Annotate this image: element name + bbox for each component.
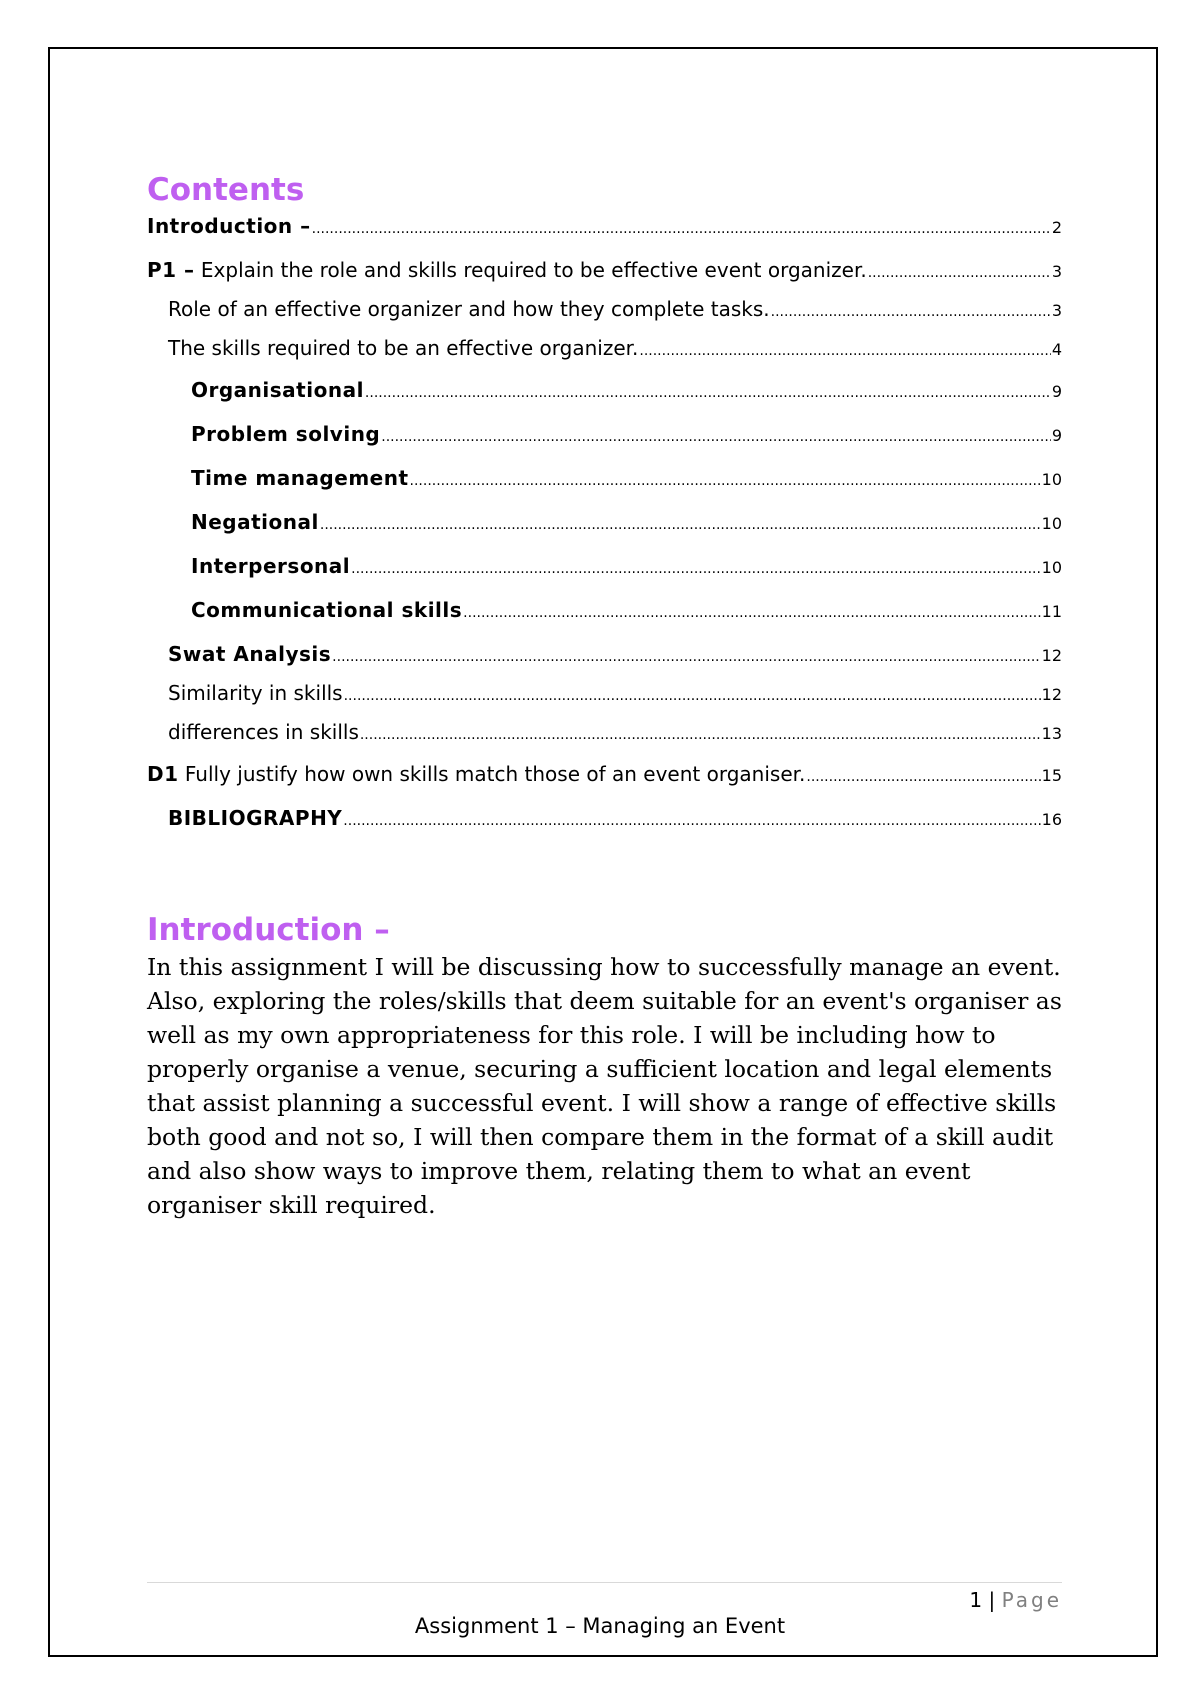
toc-page-number: 12	[1041, 685, 1062, 704]
toc-leader	[410, 473, 1041, 489]
toc-page-number: 11	[1041, 602, 1062, 621]
toc-page-number: 10	[1041, 470, 1062, 489]
toc-page-number: 13	[1041, 724, 1062, 743]
toc-entry-organisational[interactable]: Organisational ..... 9	[191, 378, 1062, 406]
toc-entry-similarity-in-skills[interactable]: Similarity in skills ..... 12	[168, 681, 1062, 709]
toc-entry-p1[interactable]: P1 – Explain the role and skills required to be effective event organizer. ..... 3	[147, 258, 1062, 286]
toc-leader	[806, 769, 1040, 785]
toc-leader	[381, 429, 1051, 445]
toc-leader	[344, 688, 1041, 704]
toc-heading: Contents	[147, 172, 305, 208]
toc-leader	[351, 561, 1040, 577]
toc-entry-d1[interactable]: D1 Fully justify how own skills match those of an event organiser. ..... 15	[147, 762, 1062, 790]
toc-page-number: 12	[1041, 646, 1062, 665]
toc-page-number: 3	[1051, 262, 1062, 281]
toc-entry-swat-analysis[interactable]: Swat Analysis ..... 12	[168, 642, 1062, 670]
toc-page-number: 16	[1041, 810, 1062, 829]
toc-entry-skills-required[interactable]: The skills required to be an effective organizer. ..... 4	[168, 336, 1062, 364]
toc-leader	[771, 304, 1051, 320]
introduction-paragraph: In this assignment I will be discussing how to successfully manage an event. Also, exploring the roles/skills that deem suitable for an event's organiser as well as my own appropriateness for this role. I will be including how to properly organise a venue, securing a sufficient location and legal elements that assist planning a successful event. I will show a range of effective skills both good and not so, I will then compare them in the format of a skill audit and also show ways to improve them, relating them to what an event organiser skill required.	[147, 953, 1062, 1219]
toc-entry-negational[interactable]: Negational ..... 10	[191, 510, 1062, 538]
toc-page-number: 15	[1041, 766, 1062, 785]
toc-leader	[312, 221, 1051, 237]
toc-page-number: 10	[1041, 558, 1062, 577]
footer-divider	[147, 1582, 1062, 1583]
toc-entry-time-management[interactable]: Time management ..... 10	[191, 466, 1062, 494]
document-body	[147, 170, 1062, 1222]
toc-entry-differences-in-skills[interactable]: differences in skills ..... 13	[168, 720, 1062, 748]
toc-page-number: 3	[1051, 301, 1062, 320]
toc-leader	[320, 517, 1041, 533]
toc-leader	[343, 813, 1040, 829]
footer-page-number: 1 | Page	[969, 1588, 1062, 1612]
toc-leader	[365, 385, 1051, 401]
toc-entry-introduction[interactable]: Introduction – ..... 2	[147, 214, 1062, 242]
toc-page-number: 9	[1051, 426, 1062, 445]
toc-entry-interpersonal[interactable]: Interpersonal ..... 10	[191, 554, 1062, 582]
toc-entry-problem-solving[interactable]: Problem solving ..... 9	[191, 422, 1062, 450]
toc-leader	[868, 265, 1051, 281]
toc-entry-communicational-skills[interactable]: Communicational skills ..... 11	[191, 598, 1062, 626]
toc-page-number: 2	[1051, 218, 1062, 237]
toc-entry-bibliography[interactable]: BIBLIOGRAPHY ..... 16	[168, 806, 1062, 834]
toc-leader	[463, 605, 1040, 621]
footer-title: Assignment 1 – Managing an Event	[414, 1614, 786, 1638]
table-of-contents	[147, 214, 1062, 834]
toc-leader	[639, 343, 1050, 359]
introduction-heading: Introduction –	[147, 912, 390, 948]
toc-page-number: 4	[1051, 340, 1062, 359]
toc-leader	[360, 727, 1041, 743]
toc-entry-role-of-organizer[interactable]: Role of an effective organizer and how they complete tasks. ..... 3	[168, 297, 1062, 325]
toc-page-number: 9	[1051, 382, 1062, 401]
toc-page-number: 10	[1041, 514, 1062, 533]
toc-leader	[332, 649, 1040, 665]
